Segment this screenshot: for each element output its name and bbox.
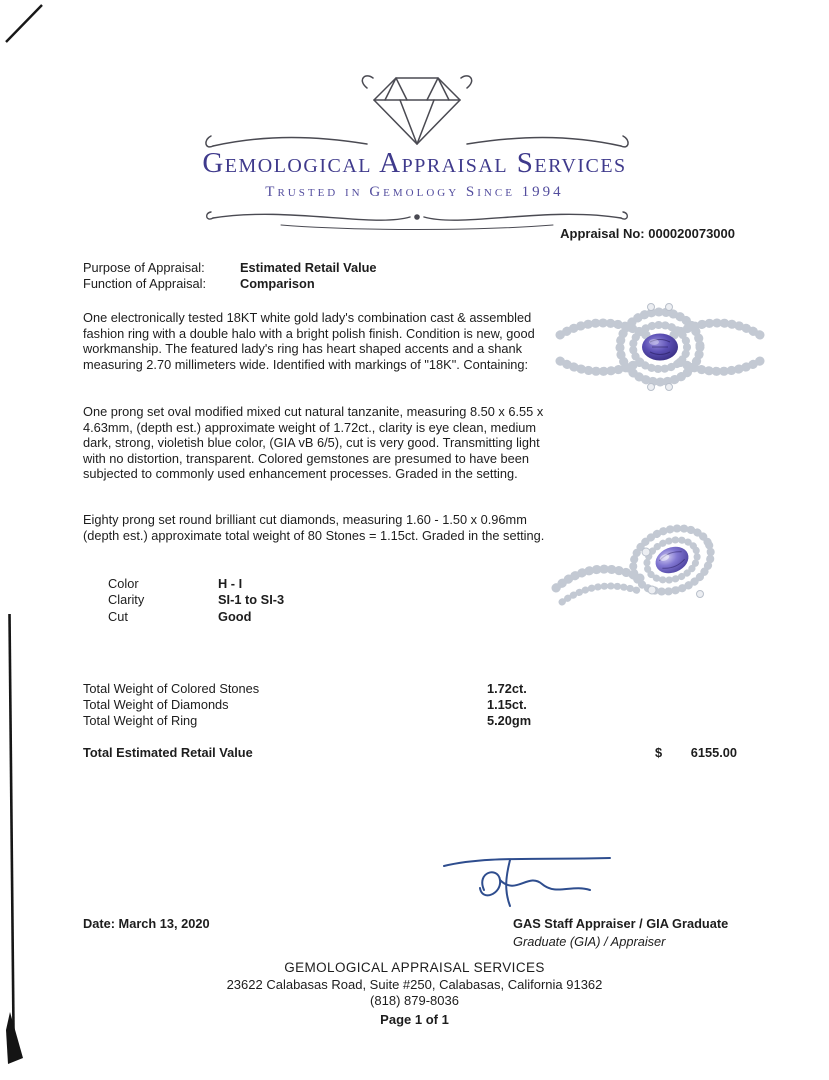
footer-phone: (818) 879-8036	[370, 993, 459, 1008]
appraisal-number: Appraisal No: 000020073000	[560, 226, 735, 241]
tanzanite-description-paragraph: One prong set oval modified mixed cut natural tanzanite, measuring 8.50 x 6.55 x 4.63mm, (depth est.) approximate weight of 1.72ct., clarity is eye clean, medium dark, strong, violetish blue color, (GIA vB 6/5), cut is very good. Transmitting light with no distortion, transparent. Colored gemstones are presumed to have been subjected to commonly used enhancement processes. Graded in the setting.	[83, 404, 544, 482]
purpose-label: Purpose of Appraisal:	[83, 260, 205, 275]
page-indicator: Page 1 of 1	[380, 1012, 449, 1027]
function-row	[83, 276, 377, 292]
color-label: Color	[108, 576, 139, 591]
appraisal-meta	[83, 260, 377, 291]
grade-row-color	[108, 576, 284, 592]
ring-weight-value: 5.20gm	[487, 713, 532, 729]
total-row-ring	[83, 713, 531, 729]
company-tagline: Trusted in Gemology Since 1994	[265, 184, 564, 200]
function-label: Function of Appraisal:	[83, 275, 207, 291]
ring-top-photo	[552, 285, 768, 409]
color-value: H - I	[218, 576, 243, 591]
diamonds-weight-label: Total Weight of Diamonds	[83, 697, 229, 713]
ring-angle-photo	[550, 496, 750, 628]
clarity-label: Clarity	[108, 592, 145, 608]
ring-description-paragraph: One electronically tested 18KT white gold lady's combination cast & assembled fashion ring with a double halo with a bright polish finish. Condition is new, good workmanship. The featured lady's ring has heart shaped accents and a shank measuring 2.70 millimeters wide. Identified with markings of "18K". Containing:	[83, 310, 535, 372]
diamonds-description-paragraph: Eighty prong set round brilliant cut diamonds, measuring 1.60 - 1.50 x 0.96mm (depth est.) approximate total weight of 80 Stones = 1.15ct. Graded in the setting.	[83, 512, 545, 543]
cut-label: Cut	[108, 608, 128, 624]
retail-amount-value: 6155.00	[690, 745, 737, 760]
diamond-logo-icon	[197, 70, 637, 154]
purpose-value: Estimated Retail Value	[240, 260, 377, 275]
retail-value-amount	[655, 745, 737, 761]
diamond-grade-table	[108, 576, 284, 625]
appraisal-date: Date: March 13, 2020	[83, 916, 210, 931]
footer-company-name: GEMOLOGICAL APPRAISAL SERVICES	[284, 960, 545, 975]
diamonds-weight-value: 1.15ct.	[487, 697, 527, 713]
footer-address: 23622 Calabasas Road, Suite #250, Calabasas, California 91362	[226, 977, 603, 992]
clarity-value: SI-1 to SI-3	[218, 592, 285, 608]
total-row-colored-stones	[83, 681, 531, 697]
weight-totals	[83, 681, 531, 730]
grade-row-cut	[108, 609, 284, 625]
colored-stones-value: 1.72ct.	[487, 681, 527, 696]
purpose-row	[83, 260, 377, 276]
cut-value: Good	[218, 608, 252, 624]
currency-symbol: $	[655, 745, 663, 760]
ring-weight-label: Total Weight of Ring	[83, 713, 198, 729]
appraiser-subtitle: Graduate (GIA) / Appraiser	[513, 934, 666, 949]
appraiser-title: GAS Staff Appraiser / GIA Graduate	[513, 916, 729, 931]
company-title: Gemological Appraisal Services	[202, 147, 627, 179]
colored-stones-label: Total Weight of Colored Stones	[83, 681, 260, 696]
grade-row-clarity	[108, 592, 284, 608]
total-row-diamonds	[83, 697, 531, 713]
function-value: Comparison	[240, 275, 315, 291]
appraiser-signature	[440, 850, 615, 914]
retail-value-label: Total Estimated Retail Value	[83, 745, 253, 760]
